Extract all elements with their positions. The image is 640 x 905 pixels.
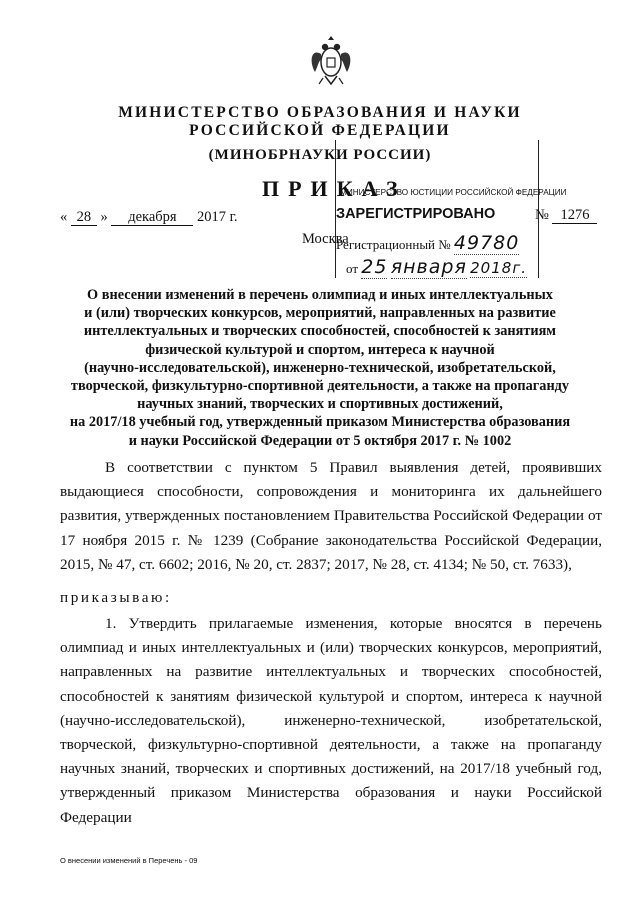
- registration-stamp: [335, 140, 567, 278]
- date-open-quote: «: [60, 209, 68, 225]
- title-line: и науки Российской Федерации от 5 октября 2017 г. № 1002: [128, 432, 512, 449]
- preamble-paragraph: [60, 456, 602, 577]
- stamp-date-day: 25: [361, 256, 388, 278]
- stamp-reg-number: 49780: [453, 232, 520, 254]
- title-line: интеллектуальных и творческих способностей, способностей к занятиям: [83, 323, 557, 340]
- stamp-date-month: января: [390, 256, 467, 278]
- title-line: на 2017/18 учебный год, утвержденный приказом Министерства образования: [69, 414, 571, 431]
- date-year: 2017 г.: [197, 209, 238, 225]
- title-line: О внесении изменений в перечень олимпиад и иных интеллектуальных: [87, 287, 553, 303]
- date-month: декабря: [111, 210, 193, 226]
- date-close-quote: »: [100, 209, 108, 225]
- order-title: [55, 286, 585, 450]
- ministry-short-name: (МИНОБРНАУКИ РОССИИ): [208, 147, 432, 163]
- preamble-text: В соответствии с пунктом 5 Правил выявления детей, проявивших выдающиеся способности, сопровождения и мониторинга их дальнейшего развития, утвержденных постановлением Правительства Российской Федерации от 17 ноября 2015 г. № 1239 (Собрание законодательства Российской Федерации, 2015, № 47, ст. 6602; 2016, № 20, ст. 2837; 2017, № 28, ст. 4134; № 50, ст. 7633),: [60, 459, 602, 573]
- stamp-status: ЗАРЕГИСТРИРОВАНО: [336, 206, 496, 222]
- title-line: научных знаний, творческих и спортивных достижений,: [137, 396, 503, 413]
- place-of-issue: Москва: [302, 231, 349, 247]
- order-date: [60, 209, 238, 226]
- title-line: (научно-исследовательской), инженерно-технической, изобретательской,: [84, 359, 556, 376]
- title-line: и (или) творческих конкурсов, мероприятий, направленных на развитие: [84, 305, 556, 322]
- document-type-title: ПРИКАЗ: [262, 176, 407, 201]
- item-1-text: 1. Утвердить прилагаемые изменения, которые вносятся в перечень олимпиад и иных интеллектуальных и (или) творческих конкурсов, мероприятий, направленных на развитие интеллектуальных и творческих способностей, способностей к занятиям физической культурой и спортом, интереса к научной (научно-исследовательской), инженерно-технической, изобретательской, творческой, физкультурно-спортивной деятельности, а также на пропаганду научных знаний, творческих и спортивных достижений, на 2017/18 учебный год, утвержденный приказом Министерства образования и науки Российской Федерации: [60, 615, 602, 826]
- coat-of-arms-emblem-icon: [305, 32, 357, 90]
- order-number: [535, 207, 597, 224]
- order-number-sign: №: [535, 207, 549, 223]
- title-line: творческой, физкультурно-спортивной деятельности, а также на пропаганду: [70, 378, 570, 395]
- item-1-paragraph: [60, 612, 602, 830]
- stamp-reg-label: Регистрационный №: [336, 237, 451, 252]
- date-day: 28: [71, 210, 97, 226]
- stamp-date-year: 2018г.: [470, 259, 527, 277]
- order-number-value: 1276: [552, 208, 597, 224]
- stamp-registration-number: [336, 232, 519, 254]
- order-word: приказываю:: [60, 589, 172, 606]
- stamp-organization: МИНИСТЕРСТВО ЮСТИЦИИ РОССИЙСКОЙ ФЕДЕРАЦИИ: [340, 188, 567, 197]
- page-footer: О внесении изменений в Перечень - 09: [60, 856, 198, 865]
- stamp-registration-date: [346, 256, 527, 278]
- ministry-name-line1: МИНИСТЕРСТВО ОБРАЗОВАНИЯ И НАУКИ: [118, 104, 522, 121]
- ministry-name-line2: РОССИЙСКОЙ ФЕДЕРАЦИИ: [189, 122, 451, 139]
- title-line: физической культурой и спортом, интереса к научной: [145, 341, 495, 358]
- stamp-date-prefix: от: [346, 261, 359, 276]
